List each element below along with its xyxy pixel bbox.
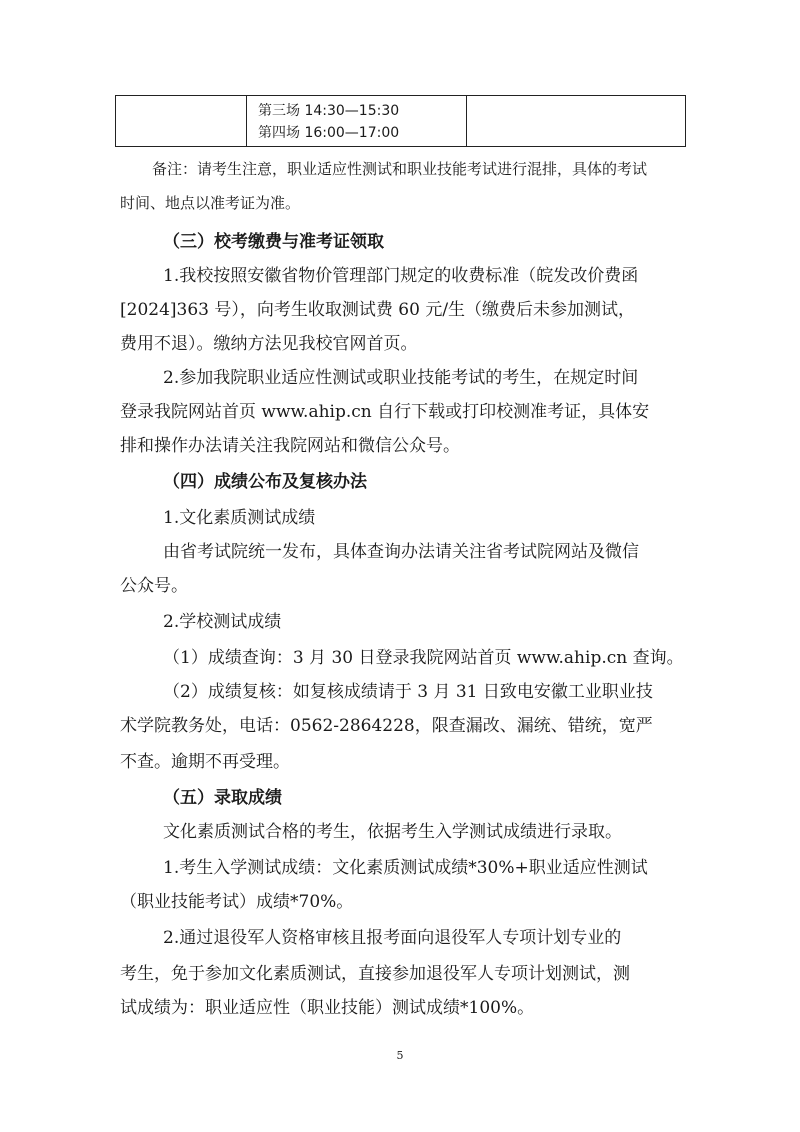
paragraph-line: （2）成绩复核：如复核成绩请于 3 月 31 日致电安徽工业职业技 [163, 682, 653, 702]
section-heading: （五）录取成绩 [163, 788, 282, 808]
table-divider [246, 96, 247, 146]
paragraph-line: 2.学校测试成绩 [163, 612, 282, 632]
paragraph-line: 1.我校按照安徽省物价管理部门规定的收费标准（皖发改价费函 [163, 266, 639, 286]
session-4: 第四场 16:00—17:00 [258, 125, 400, 141]
paragraph-line: 排和操作办法请关注我院网站和微信公众号。 [120, 436, 460, 456]
paragraph-line: 1.考生入学测试成绩：文化素质测试成绩*30%+职业适应性测试 [163, 858, 648, 878]
paragraph-line: 术学院教务处，电话：0562-2864228，限查漏改、漏统、错统，宽严 [120, 716, 653, 736]
paragraph-line: 1.文化素质测试成绩 [163, 508, 316, 528]
paragraph-line: 文化素质测试合格的考生，依据考生入学测试成绩进行录取。 [163, 822, 622, 842]
paragraph-line: （1）成绩查询：3 月 30 日登录我院网站首页 www.ahip.cn 查询。 [163, 648, 684, 668]
table-cell [258, 100, 399, 144]
paragraph-line: [2024]363 号），向考生收取测试费 60 元/生（缴费后未参加测试， [120, 300, 636, 320]
table-divider [466, 96, 467, 146]
note-line: 时间、地点以准考证为准。 [120, 194, 301, 212]
paragraph-line: 公众号。 [120, 576, 188, 596]
page-number: 5 [396, 1049, 404, 1062]
paragraph-line: （职业技能考试）成绩*70%。 [120, 892, 354, 912]
schedule-table [115, 95, 686, 147]
paragraph-line: 费用不退）。缴纳方法见我校官网首页。 [120, 334, 418, 354]
paragraph-line: 由省考试院统一发布，具体查询办法请关注省考试院网站及微信 [163, 542, 639, 562]
paragraph-line: 试成绩为：职业适应性（职业技能）测试成绩*100%。 [120, 998, 535, 1018]
paragraph-line: 不查。逾期不再受理。 [120, 752, 290, 772]
paragraph-line: 登录我院网站首页 www.ahip.cn 自行下载或打印校测准考证，具体安 [120, 402, 650, 422]
paragraph-line: 2.通过退役军人资格审核且报考面向退役军人专项计划专业的 [163, 928, 622, 948]
note-line: 备注：请考生注意，职业适应性测试和职业技能考试进行混排，具体的考试 [152, 160, 648, 178]
paragraph-line: 2.参加我院职业适应性测试或职业技能考试的考生，在规定时间 [163, 368, 639, 388]
paragraph-line: 考生，免于参加文化素质测试，直接参加退役军人专项计划测试，测 [120, 964, 630, 984]
section-heading: （四）成绩公布及复核办法 [163, 472, 367, 492]
section-heading: （三）校考缴费与准考证领取 [163, 232, 384, 252]
session-3: 第三场 14:30—15:30 [258, 103, 400, 119]
